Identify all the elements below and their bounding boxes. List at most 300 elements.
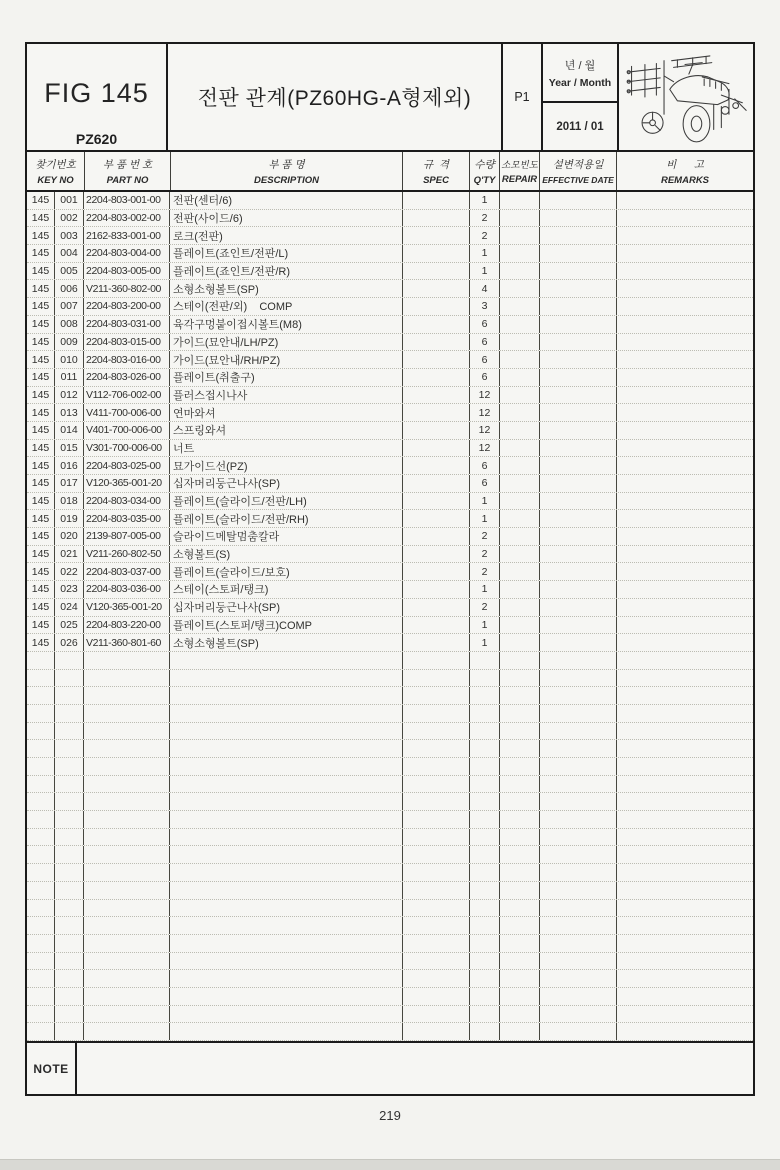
cell-remarks	[617, 900, 753, 917]
cell-spec	[403, 670, 470, 687]
cell-effective-date	[540, 776, 617, 793]
cell-remarks	[617, 599, 753, 616]
cell-item-no: 024	[55, 599, 84, 616]
cell-spec	[403, 900, 470, 917]
cell-spec	[403, 1006, 470, 1023]
cell-qty	[470, 935, 500, 952]
column-label-ko: 비 고	[666, 158, 704, 171]
cell-qty	[470, 864, 500, 881]
cell-key-no: 145	[27, 634, 55, 651]
cell-key-no	[27, 811, 55, 828]
cell-repair	[500, 298, 540, 315]
cell-repair	[500, 210, 540, 227]
cell-item-no: 017	[55, 475, 84, 492]
table-row-empty	[27, 687, 753, 705]
cell-qty	[470, 723, 500, 740]
cell-part-no: 2204-803-001-00	[84, 192, 170, 209]
cell-key-no	[27, 988, 55, 1005]
cell-key-no	[27, 829, 55, 846]
cell-effective-date	[540, 440, 617, 457]
cell-repair	[500, 546, 540, 563]
cell-remarks	[617, 935, 753, 952]
cell-effective-date	[540, 475, 617, 492]
cell-spec	[403, 510, 470, 527]
cell-spec	[403, 829, 470, 846]
column-label-en: DESCRIPTION	[254, 174, 319, 186]
cell-item-no	[55, 900, 84, 917]
cell-qty: 2	[470, 599, 500, 616]
cell-item-no	[55, 687, 84, 704]
cell-description: 전판(센터/6)	[170, 192, 403, 209]
cell-spec	[403, 563, 470, 580]
cell-part-no	[84, 705, 170, 722]
year-month-box	[543, 44, 619, 150]
cell-description: 소형소형볼트(SP)	[170, 280, 403, 297]
cell-repair	[500, 829, 540, 846]
table-row-empty	[27, 705, 753, 723]
cell-repair	[500, 404, 540, 421]
cell-repair	[500, 617, 540, 634]
cell-repair	[500, 670, 540, 687]
cell-description	[170, 1006, 403, 1023]
cell-part-no: 2204-803-002-00	[84, 210, 170, 227]
cell-effective-date	[540, 1006, 617, 1023]
cell-qty	[470, 846, 500, 863]
cell-qty	[470, 970, 500, 987]
cell-description	[170, 652, 403, 669]
cell-effective-date	[540, 263, 617, 280]
cell-description	[170, 917, 403, 934]
cell-repair	[500, 475, 540, 492]
cell-description: 가이드(묘안내/LH/PZ)	[170, 334, 403, 351]
cell-remarks	[617, 316, 753, 333]
table-row	[27, 280, 753, 298]
cell-description: 플레이트(죠인트/전판/L)	[170, 245, 403, 262]
cell-effective-date	[540, 528, 617, 545]
cell-key-no: 145	[27, 316, 55, 333]
cell-remarks	[617, 864, 753, 881]
cell-qty	[470, 652, 500, 669]
cell-qty: 2	[470, 227, 500, 244]
cell-part-no: V301-700-006-00	[84, 440, 170, 457]
cell-key-no	[27, 776, 55, 793]
cell-spec	[403, 917, 470, 934]
table-row	[27, 245, 753, 263]
cell-spec	[403, 705, 470, 722]
cell-effective-date	[540, 970, 617, 987]
cell-repair	[500, 1006, 540, 1023]
column-label-en: Q'TY	[473, 174, 496, 186]
cell-key-no	[27, 846, 55, 863]
cell-effective-date	[540, 316, 617, 333]
table-column-headers	[27, 152, 753, 192]
cell-effective-date	[540, 670, 617, 687]
table-row-empty	[27, 758, 753, 776]
column-label-en: EFFECTIVE DATE	[542, 175, 614, 185]
table-row	[27, 457, 753, 475]
cell-effective-date	[540, 210, 617, 227]
cell-part-no: 2204-803-036-00	[84, 581, 170, 598]
cell-key-no	[27, 723, 55, 740]
cell-qty: 6	[470, 369, 500, 386]
cell-repair	[500, 528, 540, 545]
cell-qty: 2	[470, 210, 500, 227]
cell-qty: 2	[470, 528, 500, 545]
cell-effective-date	[540, 457, 617, 474]
column-label-ko: 수량	[474, 158, 495, 171]
cell-description	[170, 829, 403, 846]
cell-item-no	[55, 829, 84, 846]
cell-remarks	[617, 1023, 753, 1040]
cell-item-no: 011	[55, 369, 84, 386]
cell-key-no: 145	[27, 493, 55, 510]
cell-effective-date	[540, 1023, 617, 1040]
cell-effective-date	[540, 634, 617, 651]
table-row-empty	[27, 776, 753, 794]
cell-spec	[403, 387, 470, 404]
cell-part-no: 2204-803-037-00	[84, 563, 170, 580]
cell-part-no	[84, 687, 170, 704]
table-row	[27, 493, 753, 511]
cell-item-no: 012	[55, 387, 84, 404]
cell-spec	[403, 457, 470, 474]
cell-qty	[470, 740, 500, 757]
table-row	[27, 387, 753, 405]
cell-description: 전판(사이드/6)	[170, 210, 403, 227]
cell-item-no	[55, 935, 84, 952]
cell-key-no: 145	[27, 546, 55, 563]
cell-part-no: V120-365-001-20	[84, 475, 170, 492]
cell-effective-date	[540, 846, 617, 863]
cell-item-no: 025	[55, 617, 84, 634]
cell-description: 십자머리둥근나사(SP)	[170, 475, 403, 492]
table-row-empty	[27, 670, 753, 688]
cell-repair	[500, 634, 540, 651]
cell-part-no	[84, 829, 170, 846]
cell-part-no: 2204-803-005-00	[84, 263, 170, 280]
cell-remarks	[617, 298, 753, 315]
table-row	[27, 510, 753, 528]
cell-description	[170, 900, 403, 917]
cell-part-no: 2204-803-220-00	[84, 617, 170, 634]
cell-description	[170, 793, 403, 810]
cell-part-no	[84, 935, 170, 952]
cell-item-no	[55, 758, 84, 775]
cell-remarks	[617, 245, 753, 262]
cell-repair	[500, 369, 540, 386]
table-row	[27, 617, 753, 635]
cell-description: 스테이(스토퍼/탱크)	[170, 581, 403, 598]
table-row	[27, 440, 753, 458]
cell-spec	[403, 351, 470, 368]
cell-repair	[500, 263, 540, 280]
cell-remarks	[617, 457, 753, 474]
cell-remarks	[617, 546, 753, 563]
cell-spec	[403, 298, 470, 315]
cell-qty: 12	[470, 387, 500, 404]
cell-key-no: 145	[27, 422, 55, 439]
table-row	[27, 263, 753, 281]
cell-spec	[403, 723, 470, 740]
year-month-labels	[543, 44, 617, 103]
cell-item-no: 020	[55, 528, 84, 545]
cell-remarks	[617, 882, 753, 899]
cell-qty	[470, 670, 500, 687]
cell-key-no	[27, 917, 55, 934]
cell-spec	[403, 846, 470, 863]
table-row	[27, 369, 753, 387]
cell-remarks	[617, 440, 753, 457]
cell-item-no	[55, 953, 84, 970]
cell-effective-date	[540, 192, 617, 209]
cell-spec	[403, 493, 470, 510]
cell-key-no: 145	[27, 563, 55, 580]
cell-effective-date	[540, 900, 617, 917]
cell-description	[170, 935, 403, 952]
table-row	[27, 210, 753, 228]
cell-remarks	[617, 387, 753, 404]
cell-item-no	[55, 1023, 84, 1040]
table-row-empty	[27, 652, 753, 670]
cell-spec	[403, 740, 470, 757]
cell-effective-date	[540, 652, 617, 669]
column-header-effective-date	[540, 152, 617, 190]
cell-spec	[403, 617, 470, 634]
cell-key-no: 145	[27, 227, 55, 244]
cell-repair	[500, 988, 540, 1005]
cell-qty	[470, 882, 500, 899]
table-row	[27, 599, 753, 617]
cell-key-no	[27, 705, 55, 722]
cell-remarks	[617, 210, 753, 227]
cell-repair	[500, 1023, 540, 1040]
cell-item-no: 005	[55, 263, 84, 280]
cell-part-no: 2139-807-005-00	[84, 528, 170, 545]
cell-repair	[500, 599, 540, 616]
cell-remarks	[617, 846, 753, 863]
cell-effective-date	[540, 581, 617, 598]
cell-part-no	[84, 900, 170, 917]
cell-qty: 1	[470, 510, 500, 527]
cell-part-no: 2162-833-001-00	[84, 227, 170, 244]
cell-item-no: 001	[55, 192, 84, 209]
table-row-empty	[27, 970, 753, 988]
cell-effective-date	[540, 953, 617, 970]
cell-description: 연마와셔	[170, 404, 403, 421]
cell-spec	[403, 811, 470, 828]
column-header-key-no	[27, 152, 85, 190]
cell-description: 플레이트(스토퍼/탱크)COMP	[170, 617, 403, 634]
cell-key-no: 145	[27, 617, 55, 634]
cell-remarks	[617, 1006, 753, 1023]
table-row	[27, 546, 753, 564]
table-row	[27, 298, 753, 316]
cell-spec	[403, 776, 470, 793]
column-header-remarks	[617, 152, 753, 190]
cell-item-no	[55, 811, 84, 828]
cell-item-no	[55, 988, 84, 1005]
cell-description: 십자머리둥근나사(SP)	[170, 599, 403, 616]
cell-remarks	[617, 227, 753, 244]
cell-part-no: 2204-803-016-00	[84, 351, 170, 368]
table-row-empty	[27, 723, 753, 741]
cell-remarks	[617, 970, 753, 987]
cell-item-no	[55, 882, 84, 899]
cell-effective-date	[540, 298, 617, 315]
cell-key-no	[27, 882, 55, 899]
cell-description	[170, 687, 403, 704]
cell-effective-date	[540, 422, 617, 439]
cell-item-no	[55, 1006, 84, 1023]
cell-repair	[500, 192, 540, 209]
cell-key-no: 145	[27, 263, 55, 280]
cell-item-no	[55, 652, 84, 669]
table-row-empty	[27, 1006, 753, 1024]
cell-spec	[403, 599, 470, 616]
cell-key-no	[27, 793, 55, 810]
note-section	[27, 1041, 753, 1094]
cell-part-no: 2204-803-035-00	[84, 510, 170, 527]
cell-item-no	[55, 917, 84, 934]
cell-spec	[403, 634, 470, 651]
cell-repair	[500, 900, 540, 917]
page-code: P1	[503, 44, 543, 150]
cell-qty: 1	[470, 581, 500, 598]
cell-effective-date	[540, 882, 617, 899]
cell-remarks	[617, 263, 753, 280]
cell-key-no: 145	[27, 192, 55, 209]
cell-spec	[403, 546, 470, 563]
column-label-en: KEY NO	[37, 174, 74, 186]
cell-key-no: 145	[27, 298, 55, 315]
table-row-empty	[27, 917, 753, 935]
cell-repair	[500, 723, 540, 740]
cell-repair	[500, 846, 540, 863]
cell-effective-date	[540, 493, 617, 510]
cell-spec	[403, 192, 470, 209]
cell-item-no: 009	[55, 334, 84, 351]
cell-repair	[500, 970, 540, 987]
cell-part-no: V120-365-001-20	[84, 599, 170, 616]
cell-key-no	[27, 670, 55, 687]
cell-qty	[470, 917, 500, 934]
table-row	[27, 351, 753, 369]
cell-qty	[470, 1006, 500, 1023]
scan-edge	[0, 1159, 780, 1170]
cell-remarks	[617, 988, 753, 1005]
cell-spec	[403, 422, 470, 439]
cell-item-no	[55, 740, 84, 757]
column-label-ko: 소모빈도	[501, 160, 538, 171]
cell-qty: 1	[470, 245, 500, 262]
table-row-empty	[27, 846, 753, 864]
cell-description: 슬라이드메탈멈춤칼라	[170, 528, 403, 545]
cell-qty: 1	[470, 617, 500, 634]
cell-qty	[470, 687, 500, 704]
cell-description: 가이드(묘안내/RH/PZ)	[170, 351, 403, 368]
cell-description: 소형볼트(S)	[170, 546, 403, 563]
cell-remarks	[617, 670, 753, 687]
cell-item-no	[55, 776, 84, 793]
cell-spec	[403, 227, 470, 244]
cell-part-no: V211-360-802-00	[84, 280, 170, 297]
cell-key-no: 145	[27, 404, 55, 421]
cell-remarks	[617, 793, 753, 810]
cell-part-no	[84, 793, 170, 810]
cell-description	[170, 882, 403, 899]
column-label-ko: 부 품 번 호	[102, 158, 153, 171]
cell-description	[170, 705, 403, 722]
cell-item-no: 004	[55, 245, 84, 262]
cell-qty: 6	[470, 475, 500, 492]
cell-item-no: 019	[55, 510, 84, 527]
cell-effective-date	[540, 917, 617, 934]
cell-remarks	[617, 723, 753, 740]
cell-effective-date	[540, 988, 617, 1005]
column-header-repair	[500, 152, 540, 190]
cell-repair	[500, 652, 540, 669]
cell-spec	[403, 316, 470, 333]
cell-part-no	[84, 723, 170, 740]
table-row-empty	[27, 988, 753, 1006]
table-row	[27, 475, 753, 493]
cell-spec	[403, 369, 470, 386]
cell-item-no	[55, 970, 84, 987]
cell-remarks	[617, 404, 753, 421]
cell-part-no	[84, 846, 170, 863]
cell-effective-date	[540, 617, 617, 634]
cell-item-no: 002	[55, 210, 84, 227]
cell-qty: 6	[470, 316, 500, 333]
note-content-empty	[77, 1043, 753, 1094]
cell-repair	[500, 882, 540, 899]
cell-qty: 12	[470, 440, 500, 457]
table-row	[27, 634, 753, 652]
cell-part-no: 2204-803-004-00	[84, 245, 170, 262]
cell-repair	[500, 493, 540, 510]
cell-remarks	[617, 369, 753, 386]
cell-effective-date	[540, 404, 617, 421]
cell-item-no	[55, 670, 84, 687]
cell-repair	[500, 864, 540, 881]
cell-key-no: 145	[27, 581, 55, 598]
column-header-part-no	[85, 152, 171, 190]
table-row-empty	[27, 793, 753, 811]
cell-description	[170, 811, 403, 828]
cell-effective-date	[540, 935, 617, 952]
cell-remarks	[617, 634, 753, 651]
cell-remarks	[617, 510, 753, 527]
cell-remarks	[617, 758, 753, 775]
table-row	[27, 316, 753, 334]
cell-part-no: 2204-803-025-00	[84, 457, 170, 474]
cell-qty: 1	[470, 493, 500, 510]
cell-spec	[403, 864, 470, 881]
cell-remarks	[617, 829, 753, 846]
cell-repair	[500, 387, 540, 404]
cell-repair	[500, 227, 540, 244]
cell-qty: 1	[470, 263, 500, 280]
table-row	[27, 227, 753, 245]
column-label-en: REMARKS	[660, 174, 710, 186]
cell-item-no: 018	[55, 493, 84, 510]
cell-repair	[500, 917, 540, 934]
year-month-label-en: Year / Month	[548, 76, 612, 89]
cell-description: 소형소형볼트(SP)	[170, 634, 403, 651]
table-row-empty	[27, 953, 753, 971]
cell-effective-date	[540, 829, 617, 846]
table-row-empty	[27, 1023, 753, 1041]
